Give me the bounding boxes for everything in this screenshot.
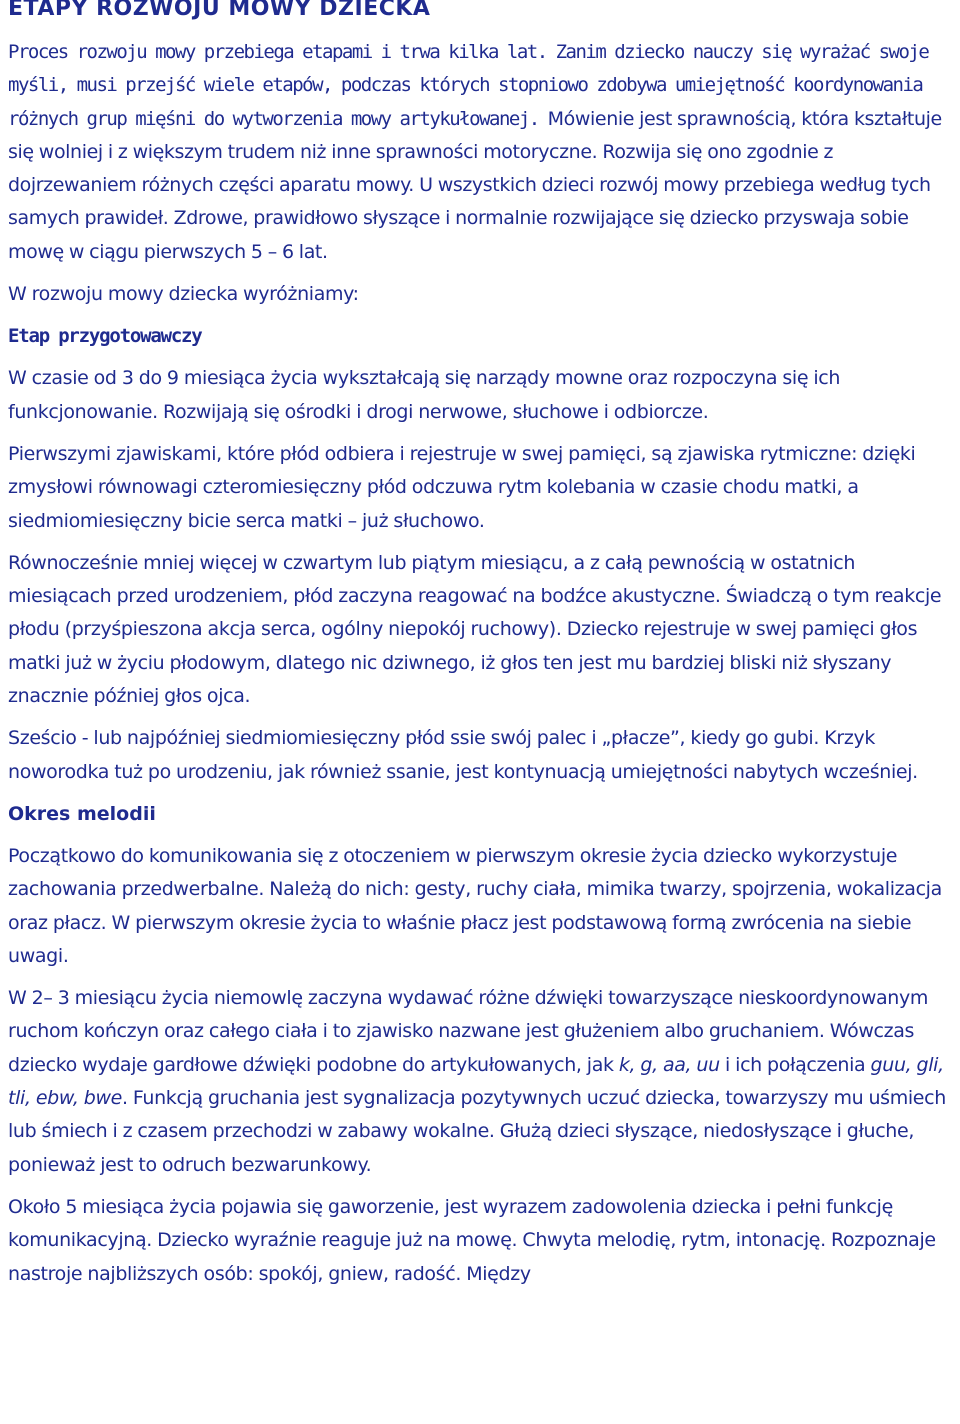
section1-paragraph-2: Pierwszymi zjawiskami, które płód odbiera i rejestruje w swej pamięci, są zjawiska rytmiczne: dzięki zmysłowi równowagi czteromiesięczny płód odczuwa rytm kolebania w czasie chodu matki, a siedmiomiesięczny bicie serca matki – już słuchowo.: [8, 442, 916, 532]
section1-paragraph-1: W czasie od 3 do 9 miesiąca życia wykształcają się narządy mowne oraz rozpoczyna się ich funkcjonowanie. Rozwijają się ośrodki i drogi nerwowe, słuchowe i odbiorcze.: [8, 367, 841, 423]
s2p2-italic-combinations: guu, gli, tli, ebw, bwe: [8, 1053, 944, 1110]
section-heading-melody: Okres melodii: [8, 802, 156, 825]
section-heading-preparatory: Etap przygotowawczy: [8, 325, 202, 348]
intro-paragraph: [8, 36, 956, 269]
intro-text: Proces rozwoju mowy przebiega etapami i trwa kilka lat. Zanim dziecko nauczy się wyrażać swoje myśli, musi przejść wiele etapów, podczas których stopniowo zdobywa umiejętność koordynowania różnych grup mięśni do wytworzenia mowy artykułowanej.: [8, 41, 929, 130]
s2p2-text-a: W 2– 3 miesiącu życia niemowlę zaczyna wydawać różne dźwięki towarzyszące nieskoordynowanym ruchom kończyn oraz całego ciała i to zjawisko nazwane jest głużeniem albo gruchaniem. Wówczas dziecko wydaje gardłowe dźwięki podobne do artykułowanych, jak: [8, 987, 929, 1076]
s2p2-text-b: i ich połączenia: [719, 1053, 871, 1076]
s2p2-text-c: . Funkcją gruchania jest sygnalizacja pozytywnych uczuć dziecka, towarzyszy mu uśmiech lub śmiech i z czasem przechodzi w zabawy wokalne. Głużą dzieci słyszące, niedosłyszące i głuche, ponieważ jest to odruch bezwarunkowy.: [8, 1087, 946, 1176]
section1-paragraph-4: Sześcio - lub najpóźniej siedmiomiesięczny płód ssie swój palec i „płacze”, kiedy go gubi. Krzyk noworodka tuż po urodzeniu, jak również ssanie, jest kontynuacją umiejętności nabytych wcześniej.: [8, 727, 918, 783]
s2p2-italic-sounds: k, g, aa, uu: [618, 1053, 720, 1076]
section2-paragraph-2: [8, 982, 956, 1182]
intro-continuation: Mówienie jest sprawnością, która kształtuje się wolniej i z większym trudem niż inne sprawności motoryczne. Rozwija się ono zgodnie z dojrzewaniem różnych części aparatu mowy. U wszystkich dzieci rozwój mowy przebiega według tych samych prawideł. Zdrowe, prawidłowo słyszące i normalnie rozwijające się dziecko przyswaja sobie mowę w ciągu pierwszych 5 – 6 lat.: [8, 107, 942, 263]
section2-paragraph-3: Około 5 miesiąca życia pojawia się gaworzenie, jest wyrazem zadowolenia dziecka i pełni funkcję komunikacyjną. Dziecko wyraźnie reaguje już na mowę. Chwyta melodię, rytm, intonację. Rozpoznaje nastroje najbliższych osób: spokój, gniew, radość. Między: [8, 1195, 936, 1285]
document-title: ETAPY ROZWOJU MOWY DZIECKA: [8, 0, 431, 21]
section2-paragraph-1: Początkowo do komunikowania się z otoczeniem w pierwszym okresie życia dziecko wykorzystuje zachowania przedwerbalne. Należą do nich: gesty, ruchy ciała, mimika twarzy, spojrzenia, wokalizacja oraz płacz. W pierwszym okresie życia to właśnie płacz jest podstawową formą zwrócenia na siebie uwagi.: [8, 844, 942, 967]
section1-paragraph-3: Równocześnie mniej więcej w czwartym lub piątym miesiącu, a z całą pewnością w ostatnich miesiącach przed urodzeniem, płód zaczyna reagować na bodźce akustyczne. Świadczą o tym reakcje płodu (przyśpieszona akcja serca, ogólny niepokój ruchowy). Dziecko rejestruje w swej pamięci głos matki już w życiu płodowym, dlatego nic dziwnego, iż głos ten jest mu bardziej bliski niż słyszany znacznie później głos ojca.: [8, 551, 942, 708]
document-page: [8, 0, 956, 1300]
list-intro: W rozwoju mowy dziecka wyróżniamy:: [8, 283, 359, 306]
